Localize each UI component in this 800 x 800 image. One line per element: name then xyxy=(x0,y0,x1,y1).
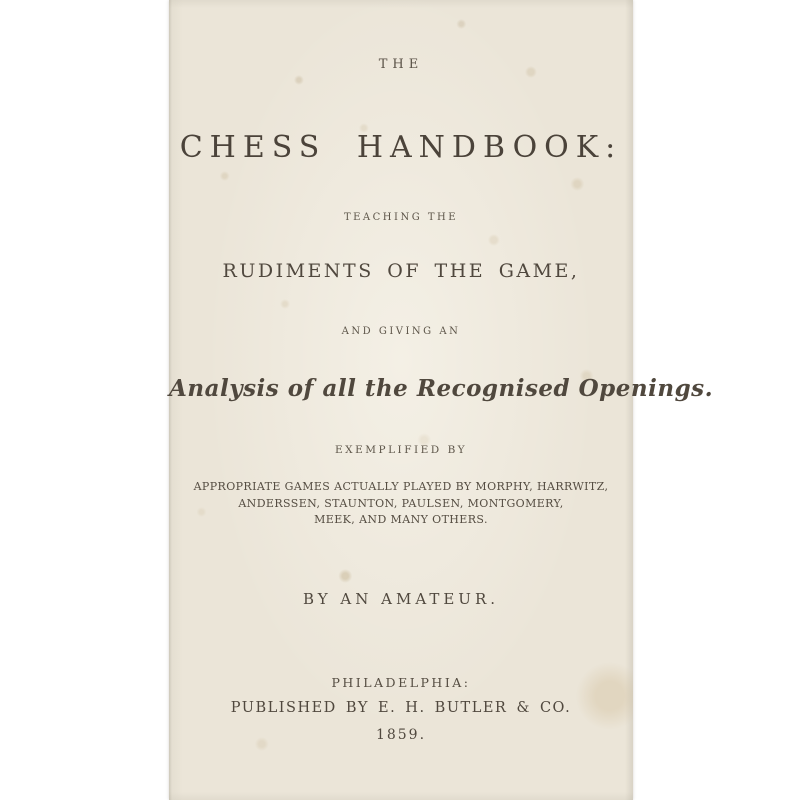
half-title-text: THE xyxy=(378,57,424,72)
subtitle-text: RUDIMENTS OF THE GAME, xyxy=(222,260,580,282)
imprint-publisher-text: PUBLISHED BY E. H. BUTLER & CO. xyxy=(230,700,572,716)
subtitle-lead-text: TEACHING THE xyxy=(343,212,459,223)
connector-text: AND GIVING AN xyxy=(341,326,461,337)
book-title-page xyxy=(169,0,714,800)
games-line-2: ANDERSSEN, STAUNTON, PAULSEN, MONTGOMERY, xyxy=(238,496,564,510)
games-description-block xyxy=(169,479,633,529)
exemplified-text: EXEMPLIFIED BY xyxy=(334,444,468,456)
imprint-year-text: 1859. xyxy=(375,727,427,743)
script-subtitle-text: Analysis of all the Recognised Openings. xyxy=(169,375,714,402)
imprint-city-text: PHILADELPHIA: xyxy=(331,675,471,690)
games-line-3: MEEK, AND MANY OTHERS. xyxy=(314,513,488,526)
games-line-1: APPROPRIATE GAMES ACTUALLY PLAYED BY MORPHY, HARRWITZ, xyxy=(193,480,609,493)
author-byline: BY AN AMATEUR. xyxy=(302,590,500,608)
book-title: CHESS HANDBOOK: xyxy=(179,130,623,165)
